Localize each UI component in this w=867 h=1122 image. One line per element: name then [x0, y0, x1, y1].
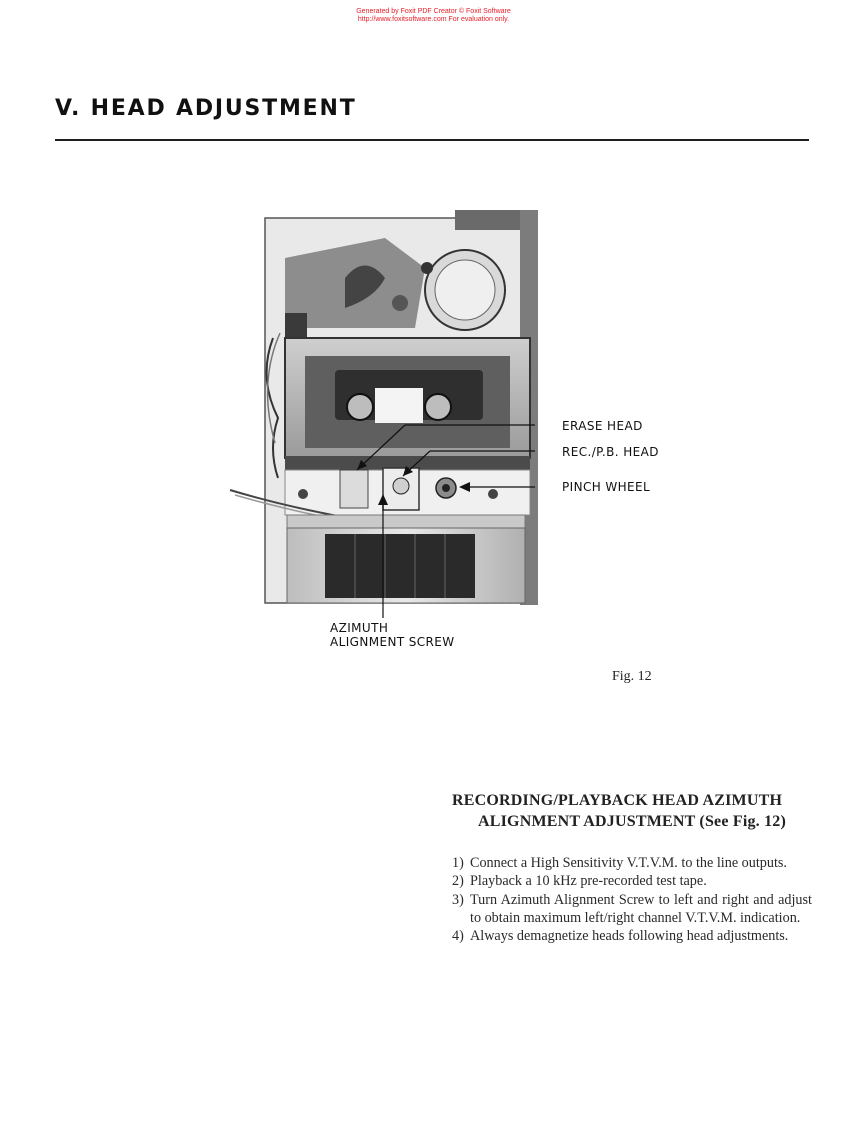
- callout-azimuth-line-2: ALIGNMENT SCREW: [330, 635, 455, 649]
- step-item: [452, 891, 812, 928]
- callout-rec-pb-head: REC./P.B. HEAD: [562, 445, 659, 459]
- watermark-line-1: Generated by Foxit PDF Creator © Foxit Software: [356, 8, 511, 15]
- step-item: [452, 854, 812, 872]
- step-text: Turn Azimuth Alignment Screw to left and right and adjust to obtain maximum left/right channel V.T.V.M. indication.: [470, 891, 812, 926]
- step-number: 4): [452, 928, 464, 945]
- step-number: 1): [452, 855, 464, 871]
- section-heading-line-1: RECORDING/PLAYBACK HEAD AZIMUTH: [452, 792, 783, 809]
- azimuth-adjustment-section: [452, 790, 812, 945]
- callout-pinch-wheel: PINCH WHEEL: [562, 480, 651, 494]
- step-text: Always demagnetize heads following head adjustments.: [470, 928, 789, 945]
- step-number: 3): [452, 891, 464, 908]
- section-heading-line-2: ALIGNMENT ADJUSTMENT (See Fig. 12): [478, 813, 787, 830]
- figure-caption: Fig. 12: [612, 669, 652, 684]
- step-item: [452, 872, 812, 890]
- step-number: 2): [452, 873, 464, 890]
- cassette-mechanism-figure: [225, 198, 685, 660]
- callout-azimuth-screw: [330, 621, 455, 649]
- step-item: [452, 927, 812, 945]
- section-heading: [452, 790, 812, 832]
- title-divider: [55, 139, 809, 141]
- pdf-watermark: [0, 8, 867, 24]
- adjustment-steps: [452, 854, 812, 945]
- step-text: Connect a High Sensitivity V.T.V.M. to the line outputs.: [470, 855, 787, 871]
- callout-azimuth-line-1: AZIMUTH: [330, 621, 389, 635]
- callout-erase-head: ERASE HEAD: [562, 419, 643, 433]
- page-title: V. HEAD ADJUSTMENT: [55, 96, 357, 121]
- step-text: Playback a 10 kHz pre-recorded test tape.: [470, 873, 707, 890]
- watermark-line-2: http://www.foxitsoftware.com For evaluation only.: [357, 16, 510, 23]
